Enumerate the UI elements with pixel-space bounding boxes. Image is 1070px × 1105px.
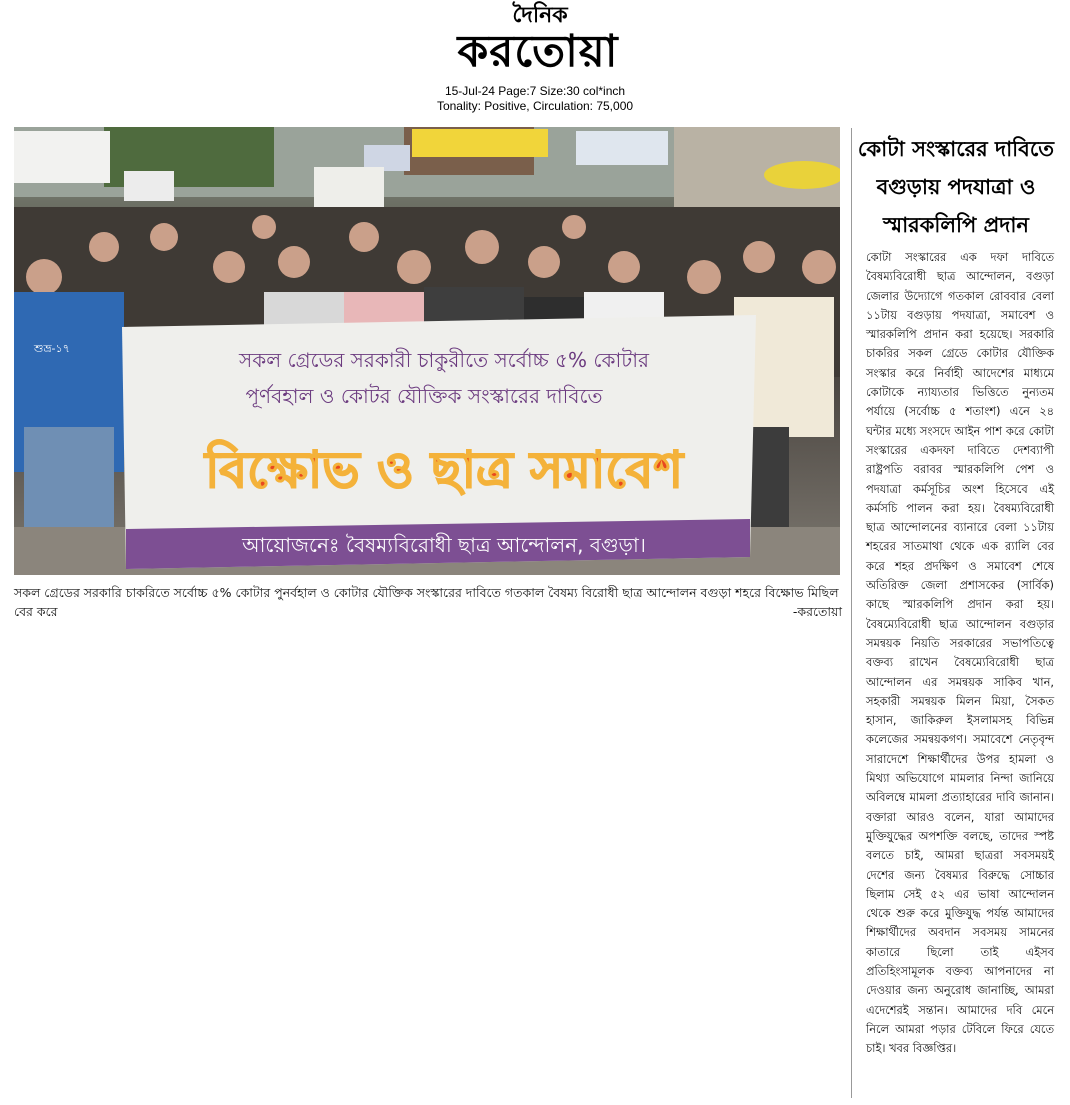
article-body: কোটা সংস্কারের এক দফা দাবিতে বৈষম্যবিরোধী ছাত্র আন্দোলন, বগুড়া জেলার উদ্যোগে গতকাল রোববার বেলা ১১টায় বগুড়ায় পদযাত্রা, সমাবেশ ও স্মারকলিপি প্রদান করা হয়েছে। সরকারি চাকরির সকল গ্রেডে কোটার যৌক্তিক সংস্কার করে নির্বাহী আদেশের মাধ্যমে কোটাকে ন্যায্যতার ভিত্তিতে নুন্যতম পর্যায়ে (সর্বোচ্চ ৫ শতাংশ) এনে ২৪ ঘন্টার মধ্যে সংসদে আইন পাশ করে কোটা সংস্কারের একদফা দাবিতে দেশব্যাপী রাষ্ট্রপতি বরাবর স্মারকলিপি পেশ ও পদযাত্রা কর্মসূচির অংশ হিসেবে এই কর্মসচি পালন করা হয়। বৈষম্যবিরোধী ছাত্র আন্দোলনের ব্যানারে বেলা ১১টায় শহরের সাতমাথা থেকে এক র‍্যালি বের করে শহর প্রদক্ষিণ ও সমাবেশ শেষে অতিরিক্ত জেলা প্রশাসকের (সার্বিক) কাছে স্মারকলিপি প্রদান করা হয়। বৈষম্যেবিরোধী ছাত্র আন্দোলন বগুড়ার সমন্বয়ক নিয়তি সরকারের সভাপতিত্বে বক্তব্য রাখেন বৈষম্যেবিরোধী ছাত্র আন্দোলন এর সমন্বয়ক সাকিব খান, সহকারী সমন্বয়ক মিলন মিয়া, সৈকত হাসান, জাকিরুল ইসলামসহ বিভিন্ন কলেজের সমন্বয়কগণ। সমাবেশে নেতৃবৃন্দ সারাদেশে শিক্ষার্থীদের উপর হামলা ও মিথ্যা অভিযোগে মামলার নিন্দা জানিয়ে অবিলম্বে মামলা প্রত্যাহারের দাবি জানান। বক্তারা আরও বলেন, যারা আমাদের মুক্তিযুদ্ধের অপশক্তি বলছে, তাদের স্পষ্ট বলতে চাই, আমরা ছাত্ররা সবসময়ই দেশের জন্য বৈষম্যর বিরুদ্ধে সোচ্চার ছিলাম সেই ৫২ এর ভাষা আন্দোলন থেকে শুরু করে মুক্তিযুদ্ধ পর্যন্ত আমাদের শিক্ষার্থীদের অবদান সবসময় সামনের কাতারে ছিলো তাই এইসব প্রতিহিংসামূলক বক্তব্য আপনাদের না দেওয়ার জন্য অনুরোধ জানাচ্ছি, আমরা এদেশেরই সন্তান। আমাদের দবি মেনে নিলে আমরা পড়ার টেবিলে ফিরে যেতে চাই। খবর বিজ্ঞপ্তির। xyxy=(866,250,1054,1056)
clipping-meta-date-page: 15-Jul-24 Page:7 Size:30 col*inch xyxy=(444,84,626,98)
shirt-text: শুভ্র-১৭ xyxy=(34,342,70,355)
banner-main-text: বিক্ষোভ ও ছাত্র সমাবেশ xyxy=(205,441,683,499)
banner-bottom-text: আয়োজনেঃ বৈষম্যবিরোধী ছাত্র আন্দোলন, বগুড়া। xyxy=(242,533,646,557)
protest-photo-illustration xyxy=(14,127,840,575)
clipping-meta-tonality: Tonality: Positive, Circulation: 75,000 xyxy=(436,99,634,113)
yellow-signboard xyxy=(412,129,548,157)
banner-line-2: পূর্ণবহাল ও কোটর যৌক্তিক সংস্কারের দাবিতে xyxy=(245,384,603,408)
news-photo xyxy=(14,127,840,575)
column-divider xyxy=(851,128,852,1098)
photo-credit: -করতোয়া xyxy=(792,604,842,619)
protest-banner xyxy=(122,315,756,569)
banner-line-1: সকল গ্রেডের সরকারী চাকুরীতে সর্বোচ্চ ৫% কোটার xyxy=(239,348,649,372)
placard-left xyxy=(14,131,110,183)
photo-caption: সকল গ্রেডের সরকারি চাকরিতে সর্বোচ্চ ৫% কোটার পুনর্বহাল ও কোটার যৌক্তিক সংস্কারের দাবিতে গতকাল বৈষম্য বিরোধী ছাত্র আন্দোলন বগুড়া শহরে বিক্ষোভ মিছিল বের করে xyxy=(14,585,839,619)
masthead xyxy=(0,0,1070,125)
masthead-small-title: দৈনিক xyxy=(512,3,568,28)
masthead-logo-title: করতোয়া xyxy=(457,26,619,77)
blue-signboard xyxy=(576,131,668,165)
article-headline: কোটা সংস্কারের দাবিতে বগুড়ায় পদযাত্রা ও স্মারকলিপি প্রদান xyxy=(857,137,1055,237)
